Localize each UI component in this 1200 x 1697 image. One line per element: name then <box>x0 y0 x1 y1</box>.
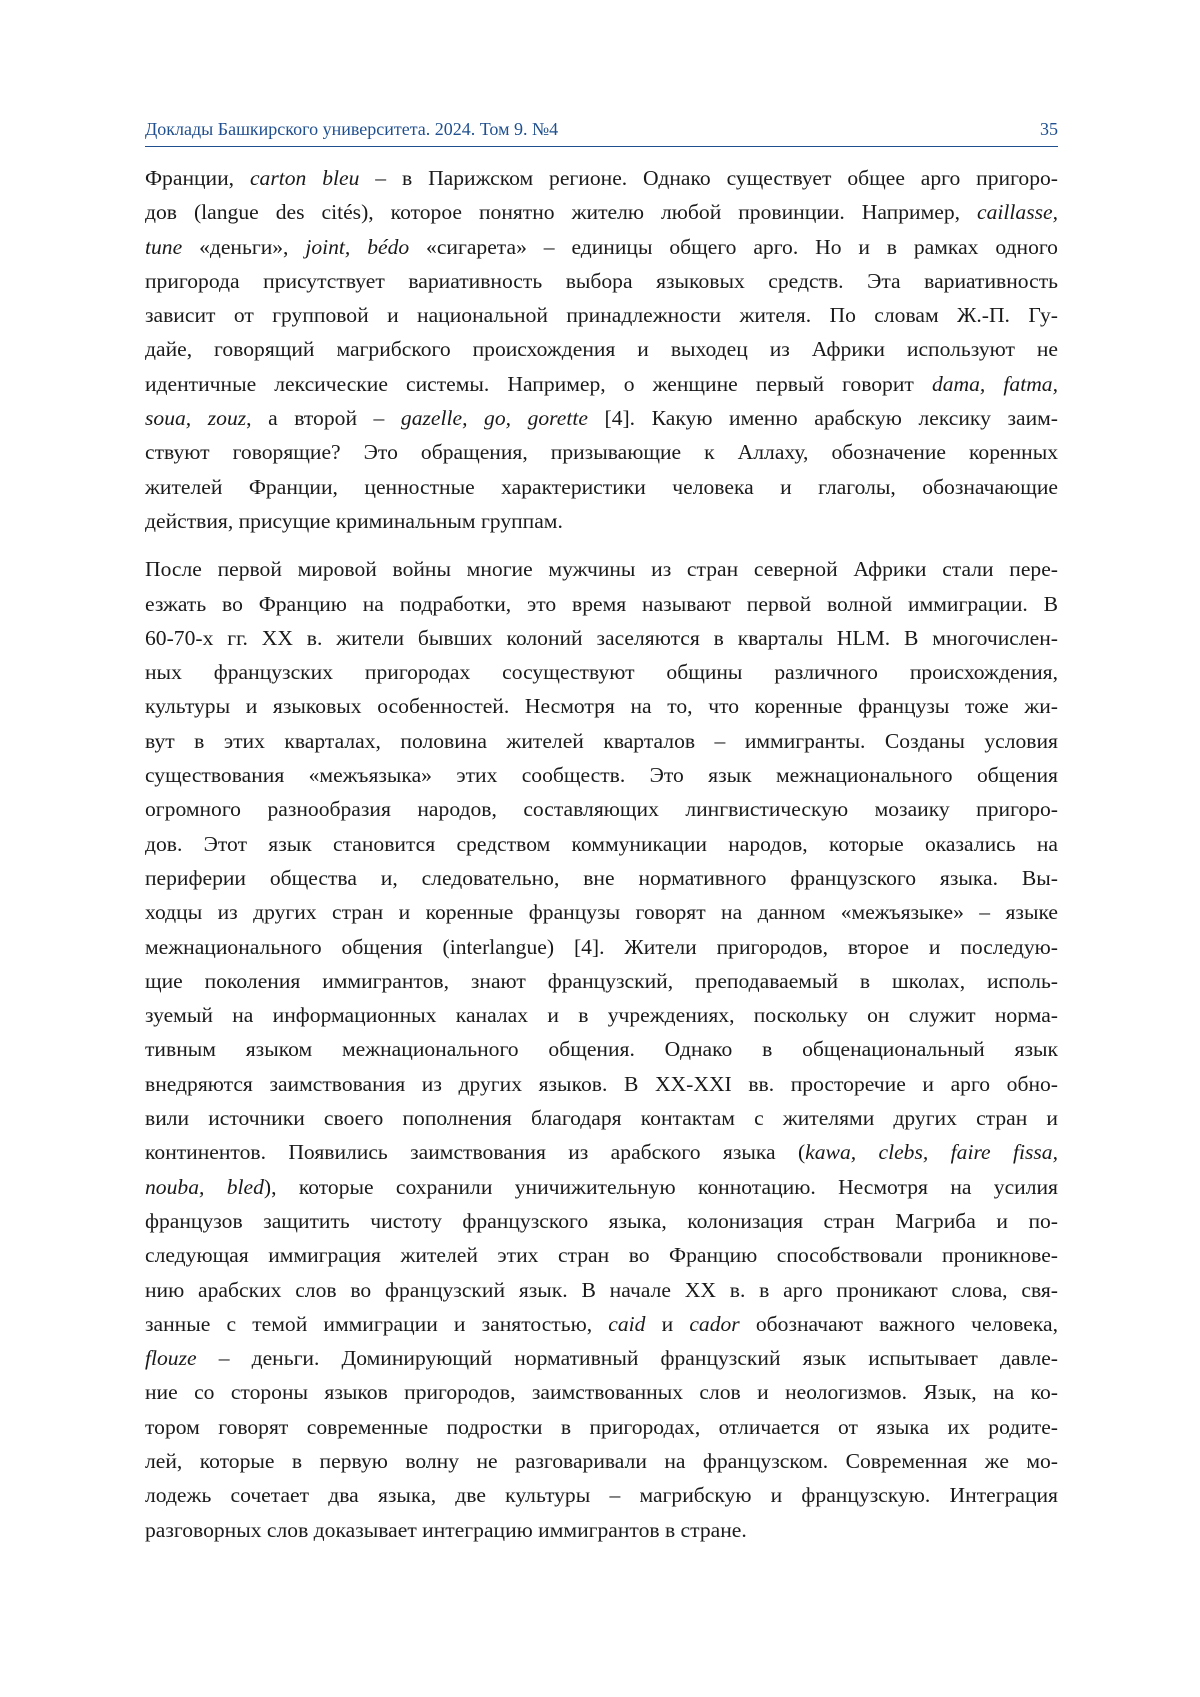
page-number: 35 <box>1040 119 1058 140</box>
text-line <box>145 1101 1058 1135</box>
text-run: [4]. Какую именно арабскую лексику заим- <box>588 406 1058 430</box>
text-line <box>145 930 1058 964</box>
text-line <box>145 161 1058 195</box>
text-run: идентичные лексические системы. Например, о женщине первый говорит <box>145 372 932 396</box>
text-run: существования «межъязыка» этих сообществ. Это язык межнационального общения <box>145 763 1058 787</box>
italic-term: tune <box>145 235 182 259</box>
text-line <box>145 1273 1058 1307</box>
text-line <box>145 689 1058 723</box>
text-run: занные с темой иммиграции и занятостью, <box>145 1312 608 1336</box>
text-run: ствуют говорящие? Это обращения, призывающие к Аллаху, обозначение коренных <box>145 440 1058 464</box>
text-run: огромного разнообразия народов, составляющих лингвистическую мозаику пригоро- <box>145 797 1058 821</box>
text-run: лей, которые в первую волну не разговаривали на французском. Современная же мо- <box>145 1449 1058 1473</box>
italic-term: dama, fatma, <box>932 372 1058 396</box>
text-line <box>145 1341 1058 1375</box>
text-line <box>145 1067 1058 1101</box>
text-line <box>145 504 1058 538</box>
text-run: лодежь сочетает два языка, две культуры – магрибскую и французскую. Интеграция <box>145 1483 1058 1507</box>
italic-term: nouba, bled <box>145 1175 264 1199</box>
text-run: дов (langue des cités), которое понятно жителю любой провинции. Например, <box>145 200 977 224</box>
text-run: жителей Франции, ценностные характеристики человека и глаголы, обозначающие <box>145 475 1058 499</box>
text-run: внедряются заимствования из других языков. В XX-XXI вв. просторечие и арго обно- <box>145 1072 1058 1096</box>
text-line <box>145 264 1058 298</box>
text-run: «деньги», <box>182 235 305 259</box>
text-line <box>145 861 1058 895</box>
text-line <box>145 1307 1058 1341</box>
text-run: следующая иммиграция жителей этих стран во Францию способствовали проникнове- <box>145 1243 1058 1267</box>
text-run: пригорода присутствует вариативность выбора языковых средств. Эта вариативность <box>145 269 1058 293</box>
text-line <box>145 1238 1058 1272</box>
text-line <box>145 1410 1058 1444</box>
text-line <box>145 895 1058 929</box>
text-run: культуры и языковых особенностей. Несмотря на то, что коренные французы тоже жи- <box>145 694 1058 718</box>
text-line <box>145 1375 1058 1409</box>
text-line <box>145 655 1058 689</box>
text-line <box>145 1170 1058 1204</box>
italic-term: joint, bédo <box>305 235 409 259</box>
text-line <box>145 230 1058 264</box>
text-line <box>145 1478 1058 1512</box>
text-run: тивным языком межнационального общения. Однако в общенациональный язык <box>145 1037 1058 1061</box>
text-run: ходцы из других стран и коренные французы говорят на данном «межъязыке» – языке <box>145 900 1058 924</box>
text-run: «сигарета» – единицы общего арго. Но и в рамках одного <box>409 235 1058 259</box>
italic-term: gazelle, go, gorette <box>401 406 588 430</box>
text-run: периферии общества и, следовательно, вне нормативного французского языка. Вы- <box>145 866 1058 890</box>
italic-term: soua, zouz <box>145 406 246 430</box>
text-line <box>145 195 1058 229</box>
text-run: 60-70-х гг. XX в. жители бывших колоний заселяются в кварталы HLM. В многочислен- <box>145 626 1058 650</box>
text-run: зависит от групповой и национальной принадлежности жителя. По словам Ж.-П. Гу- <box>145 303 1058 327</box>
text-run: зуемый на информационных каналах и в учреждениях, поскольку он служит норма- <box>145 1003 1058 1027</box>
text-line <box>145 621 1058 655</box>
text-line <box>145 1204 1058 1238</box>
italic-term: caillasse, <box>977 200 1058 224</box>
text-run: разговорных слов доказывает интеграцию иммигрантов в стране. <box>145 1518 747 1542</box>
text-run: щие поколения иммигрантов, знают французский, преподаваемый в школах, исполь- <box>145 969 1058 993</box>
text-run: дайе, говорящий магрибского происхождения и выходец из Африки используют не <box>145 337 1058 361</box>
text-line <box>145 552 1058 586</box>
text-run: обозначают важного человека, <box>740 1312 1058 1336</box>
running-header <box>145 116 1058 147</box>
text-run: нию арабских слов во французский язык. В начале XX в. в арго проникают слова, свя- <box>145 1278 1058 1302</box>
text-run: дов. Этот язык становится средством коммуникации народов, которые оказались на <box>145 832 1058 856</box>
text-line <box>145 587 1058 621</box>
text-run: вут в этих кварталах, половина жителей кварталов – иммигранты. Созданы условия <box>145 729 1058 753</box>
text-run: ), которые сохранили уничижительную коннотацию. Несмотря на усилия <box>264 1175 1058 1199</box>
text-line <box>145 470 1058 504</box>
text-run: езжать во Францию на подработки, это время называют первой волной иммиграции. В <box>145 592 1058 616</box>
text-run: межнационального общения (interlangue) [4]. Жители пригородов, второе и последую- <box>145 935 1058 959</box>
text-run: вили источники своего пополнения благодаря контактам с жителями других стран и <box>145 1106 1058 1130</box>
text-run: – деньги. Доминирующий нормативный французский язык испытывает давле- <box>197 1346 1058 1370</box>
text-run: Франции, <box>145 166 250 190</box>
text-line <box>145 332 1058 366</box>
text-run: , а второй – <box>246 406 401 430</box>
text-run: континентов. Появились заимствования из арабского языка ( <box>145 1140 805 1164</box>
italic-term: kawa, clebs, faire fissa, <box>805 1140 1058 1164</box>
text-run: – в Парижском регионе. Однако существует общее арго пригоро- <box>359 166 1058 190</box>
text-line <box>145 792 1058 826</box>
text-run: ных французских пригородах сосуществуют общины различного происхождения, <box>145 660 1058 684</box>
paragraph <box>145 161 1058 538</box>
italic-term: flouze <box>145 1346 197 1370</box>
text-line <box>145 435 1058 469</box>
text-line <box>145 1032 1058 1066</box>
article-body <box>145 161 1058 1561</box>
text-run: тором говорят современные подростки в пригородах, отличается от языка их родите- <box>145 1415 1058 1439</box>
text-line <box>145 1135 1058 1169</box>
text-line <box>145 998 1058 1032</box>
text-line <box>145 827 1058 861</box>
text-line <box>145 724 1058 758</box>
text-line <box>145 1444 1058 1478</box>
italic-term: carton bleu <box>250 166 359 190</box>
italic-term: caid <box>608 1312 645 1336</box>
text-run: и <box>645 1312 689 1336</box>
italic-term: cador <box>689 1312 739 1336</box>
text-line <box>145 1513 1058 1547</box>
text-run: действия, присущие криминальным группам. <box>145 509 563 533</box>
text-run: После первой мировой войны многие мужчины из стран северной Африки стали пере- <box>145 557 1058 581</box>
text-run: ние со стороны языков пригородов, заимствованных слов и неологизмов. Язык, на ко- <box>145 1380 1058 1404</box>
journal-title: Доклады Башкирского университета. 2024. Том 9. №4 <box>145 119 558 140</box>
text-line <box>145 298 1058 332</box>
text-run: французов защитить чистоту французского языка, колонизация стран Магриба и по- <box>145 1209 1058 1233</box>
text-line <box>145 964 1058 998</box>
text-line <box>145 367 1058 401</box>
text-line <box>145 758 1058 792</box>
paragraph <box>145 552 1058 1547</box>
text-line <box>145 401 1058 435</box>
